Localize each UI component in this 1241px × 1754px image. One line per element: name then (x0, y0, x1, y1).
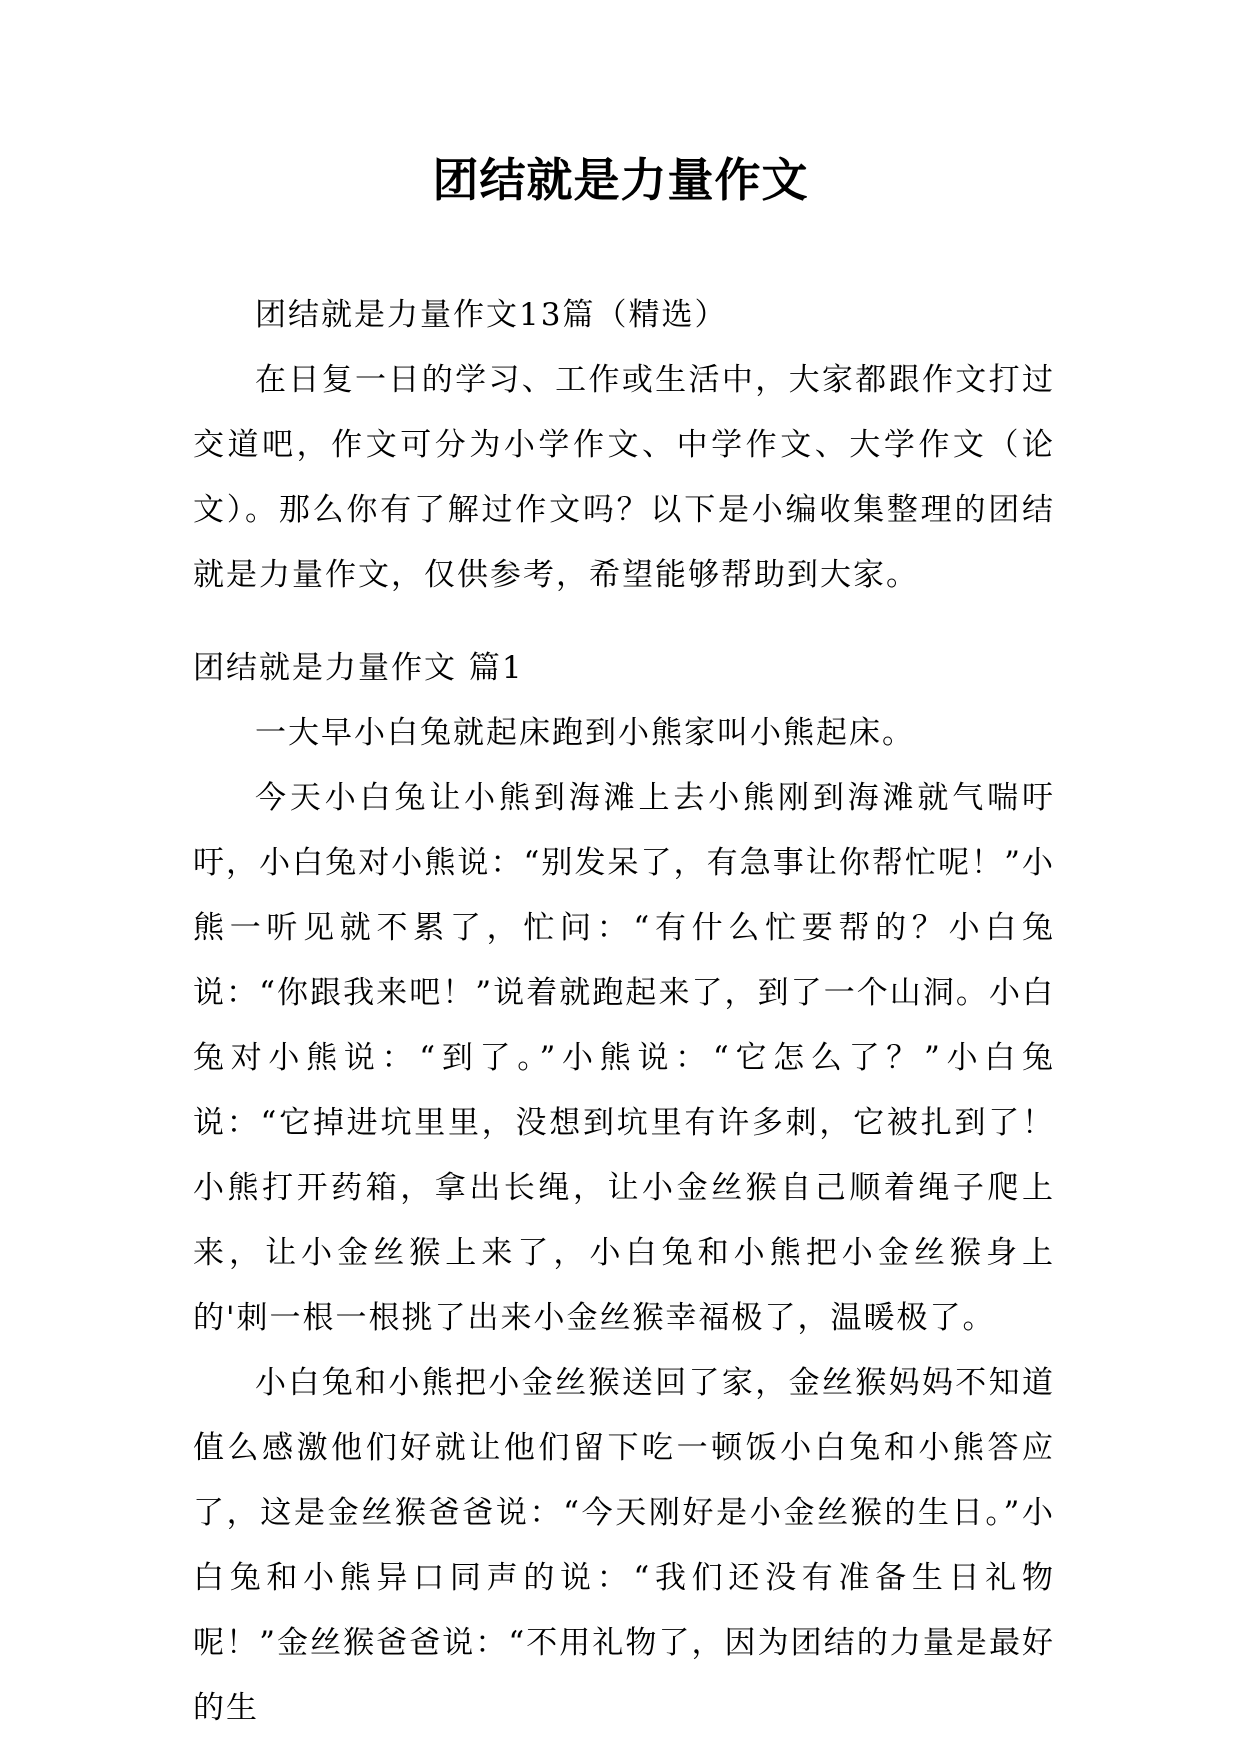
document-title: 团结就是力量作文 (432, 153, 809, 207)
essay-paragraph-2: 今天小白兔让小熊到海滩上去小熊刚到海滩就气喘吁吁，小白兔对小熊说：“别发呆了，有急事让你帮忙呢！”小熊一听见就不累了，忙问：“有什么忙要帮的？小白兔说：“你跟我来吧！”说着就跑起来了，到了一个山洞。小白兔对小熊说：“到了。”小熊说：“它怎么了？”小白兔说：“它掉进坑里里，没想到坑里有许多刺，它被扎到了！小熊打开药箱，拿出长绳，让小金丝猴自己顺着绳子爬上来，让小金丝猴上来了，小白兔和小熊把小金丝猴身上的'刺一根一根挑了出来小金丝猴幸福极了，温暖极了。 (193, 780, 1055, 1336)
essay-section (193, 701, 1055, 1741)
section-heading: 团结就是力量作文 篇1 (193, 650, 524, 686)
essay-paragraph-3: 小白兔和小熊把小金丝猴送回了家，金丝猴妈妈不知道值么感激他们好就让他们留下吃一顿饭小白兔和小熊答应了，这是金丝猴爸爸说：“今天刚好是小金丝猴的生日。”小白兔和小熊异口同声的说：“我们还没有准备生日礼物呢！”金丝猴爸爸说：“不用礼物了，因为团结的力量是最好的生 (193, 1365, 1055, 1726)
essay-paragraph-1: 一大早小白兔就起床跑到小熊家叫小熊起床。 (255, 715, 915, 751)
intro-paragraph-subtitle: 团结就是力量作文13篇（精选） (255, 297, 728, 333)
intro-section (193, 283, 1055, 608)
intro-paragraph-body: 在日复一日的学习、工作或生活中，大家都跟作文打过交道吧，作文可分为小学作文、中学作文、大学作文（论文）。那么你有了解过作文吗？以下是小编收集整理的团结就是力量作文，仅供参考，希望能够帮助到大家。 (193, 362, 1055, 593)
